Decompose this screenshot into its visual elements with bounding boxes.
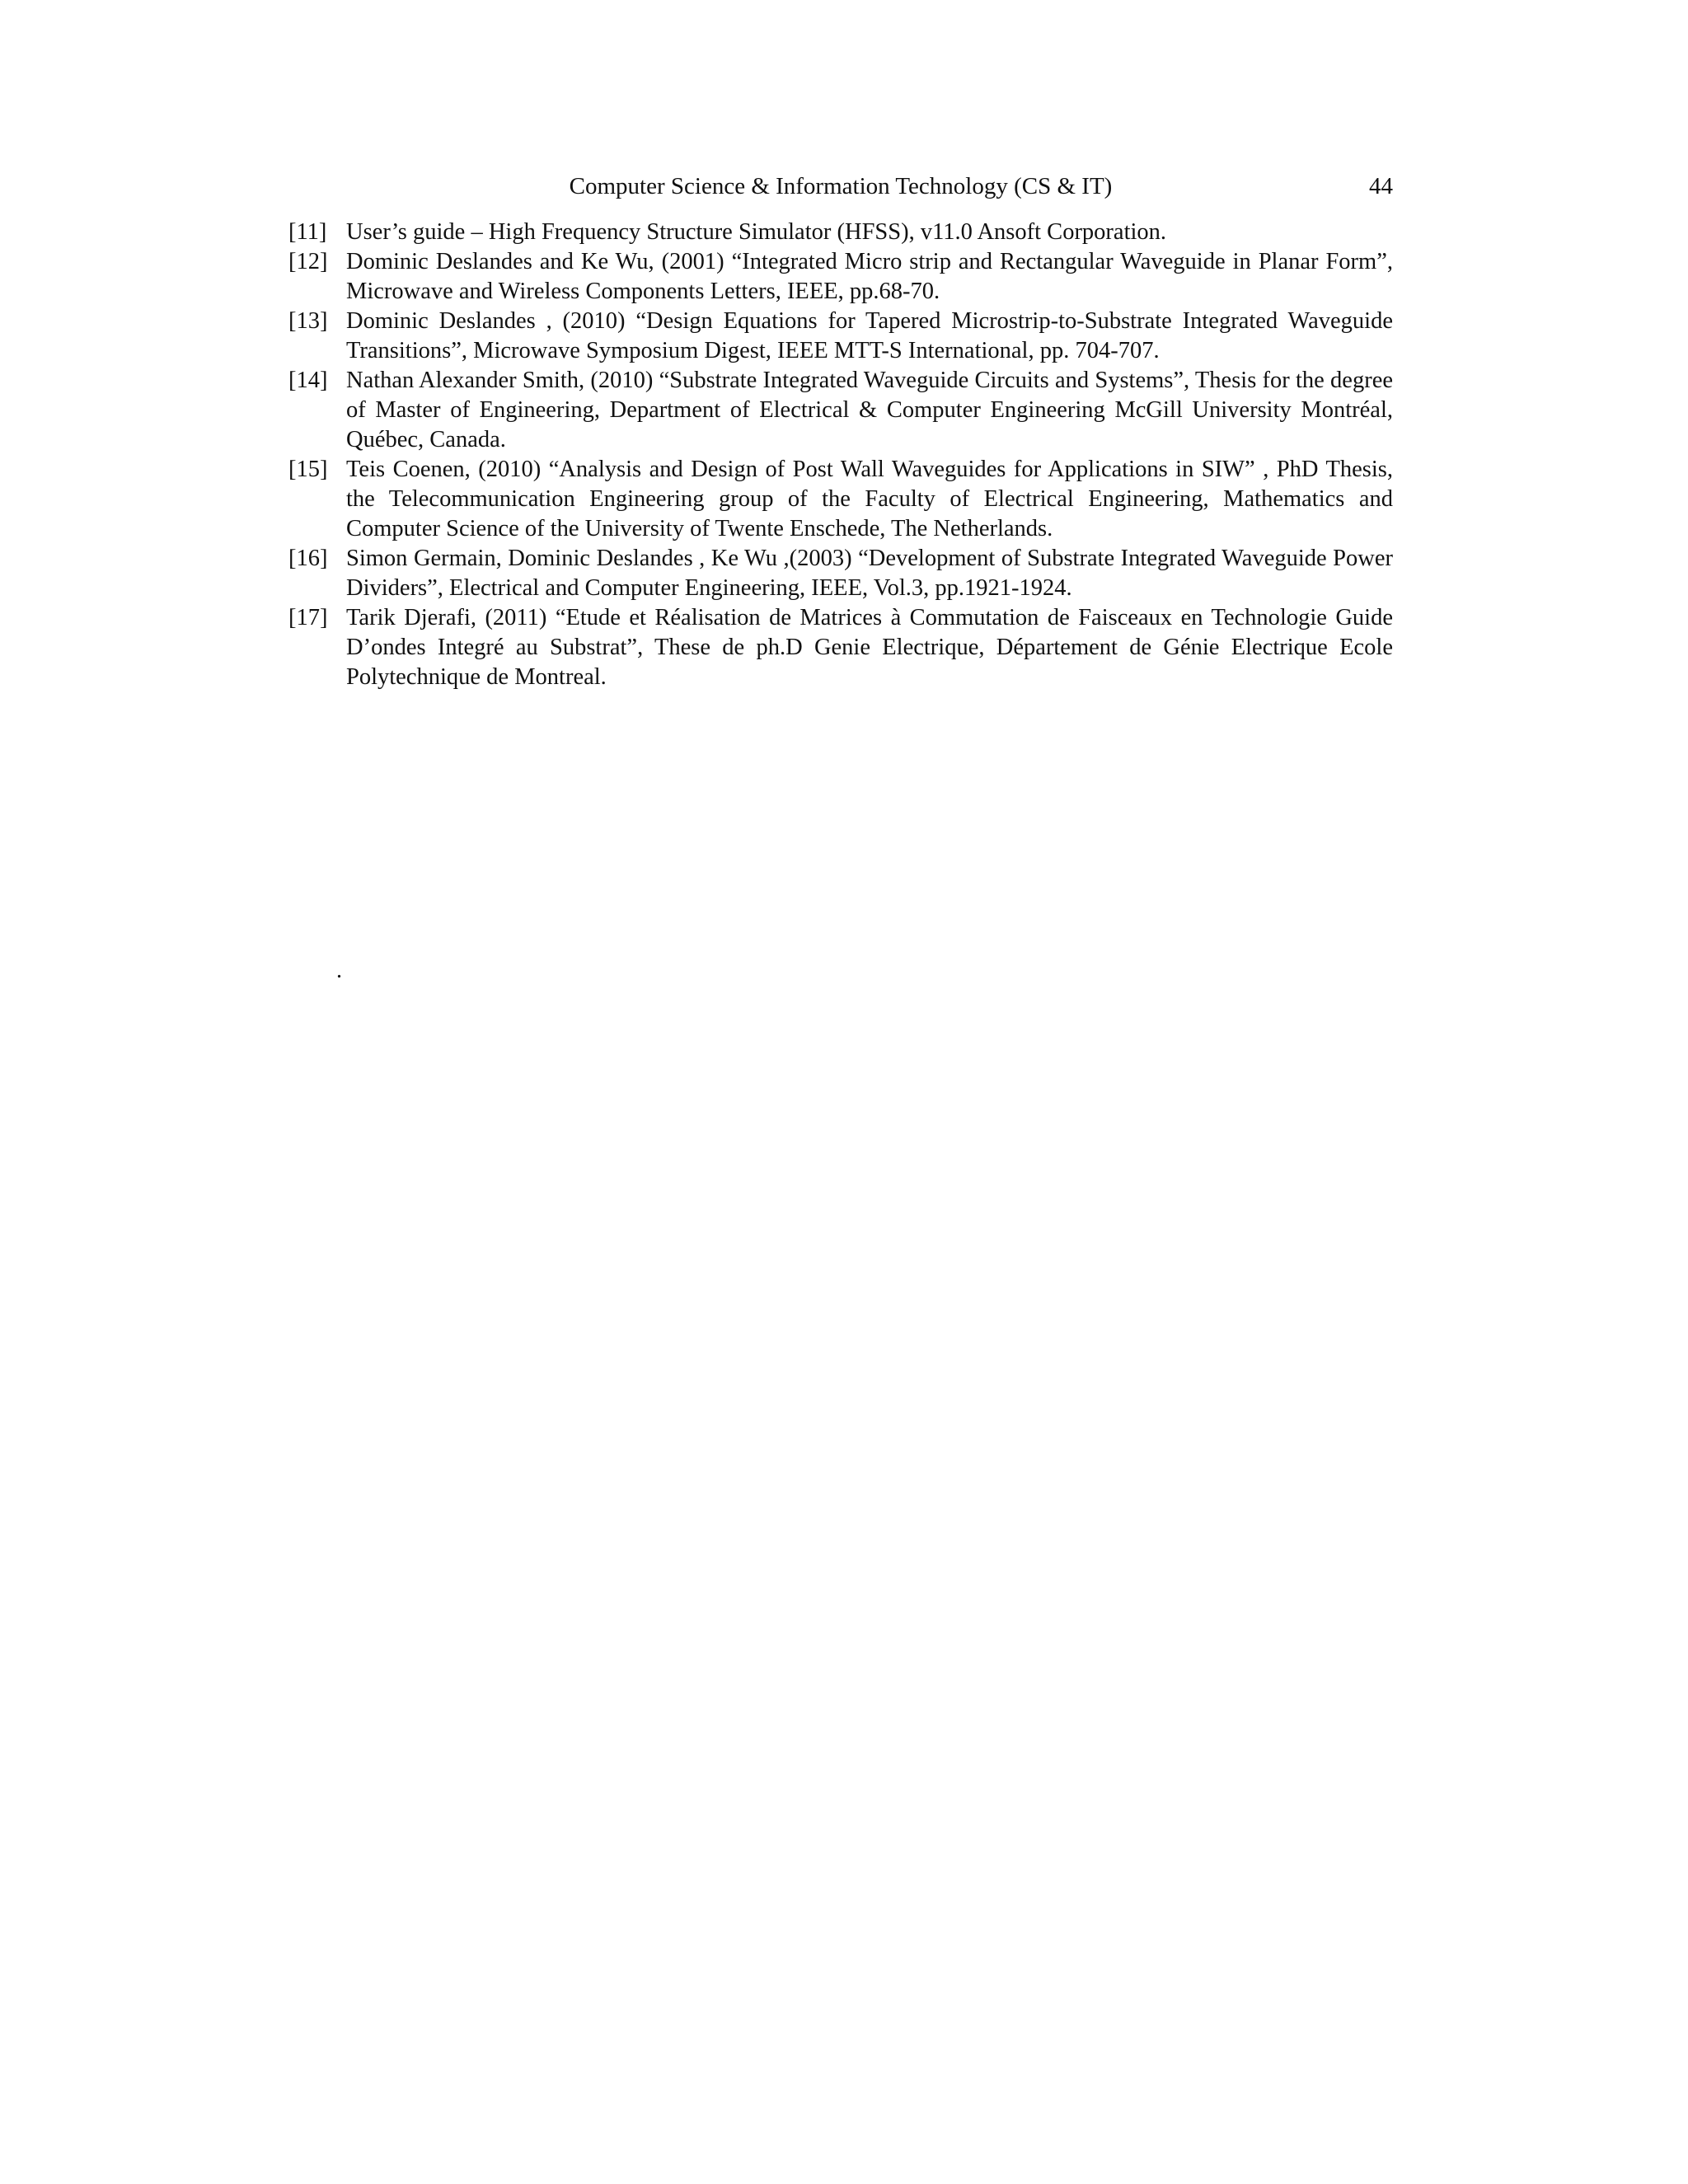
reference-text: Dominic Deslandes and Ke Wu, (2001) “Integrated Micro strip and Rectangular Waveguide in Planar Form”, Microwave and Wireless Components Letters, IEEE, pp.68-70.: [346, 249, 1393, 304]
reference-text: Nathan Alexander Smith, (2010) “Substrate Integrated Waveguide Circuits and Systems”, Thesis for the degree of Master of Engineering, Department of Electrical & Computer Engineering McGill University Montréal, Québec, Canada.: [346, 368, 1393, 452]
page-number: 44: [1369, 173, 1393, 199]
reference-item: [288, 307, 1393, 366]
reference-item: [288, 247, 1393, 307]
running-header: [288, 170, 1393, 203]
reference-text: Teis Coenen, (2010) “Analysis and Design of Post Wall Waveguides for Applications in SIW” , PhD Thesis, the Telecommunication Engineering group of the Faculty of Electrical Engineering, Mathematics and Computer Science of the University of Twente Enschede, The Netherlands.: [346, 457, 1393, 541]
reference-item: [288, 366, 1393, 455]
reference-item: [288, 455, 1393, 544]
stray-period-mark: .: [336, 958, 342, 983]
reference-text: Tarik Djerafi, (2011) “Etude et Réalisation de Matrices à Commutation de Faisceaux en Technologie Guide D’ondes Integré au Substrat”, These de ph.D Genie Electrique, Département de Génie Electrique Ecole Polytechnique de Montreal.: [346, 605, 1393, 690]
reference-item: [288, 603, 1393, 692]
reference-text: Simon Germain, Dominic Deslandes , Ke Wu ,(2003) “Development of Substrate Integrated Waveguide Power Dividers”, Electrical and Computer Engineering, IEEE, Vol.3, pp.1921-1924.: [346, 546, 1393, 601]
reference-item: [288, 218, 1393, 247]
journal-title: Computer Science & Information Technology (CS & IT): [569, 173, 1113, 199]
reference-label: [15]: [288, 457, 328, 482]
reference-label: [13]: [288, 308, 328, 334]
reference-item: [288, 544, 1393, 603]
reference-text: Dominic Deslandes , (2010) “Design Equations for Tapered Microstrip-to-Substrate Integrated Waveguide Transitions”, Microwave Symposium Digest, IEEE MTT-S International, pp. 704-707.: [346, 308, 1393, 363]
reference-label: [14]: [288, 368, 328, 393]
reference-text: User’s guide – High Frequency Structure Simulator (HFSS), v11.0 Ansoft Corporation.: [346, 219, 1167, 245]
reference-list: [288, 218, 1393, 692]
reference-label: [16]: [288, 546, 328, 571]
reference-label: [11]: [288, 219, 327, 245]
reference-label: [17]: [288, 605, 328, 630]
reference-label: [12]: [288, 249, 328, 274]
